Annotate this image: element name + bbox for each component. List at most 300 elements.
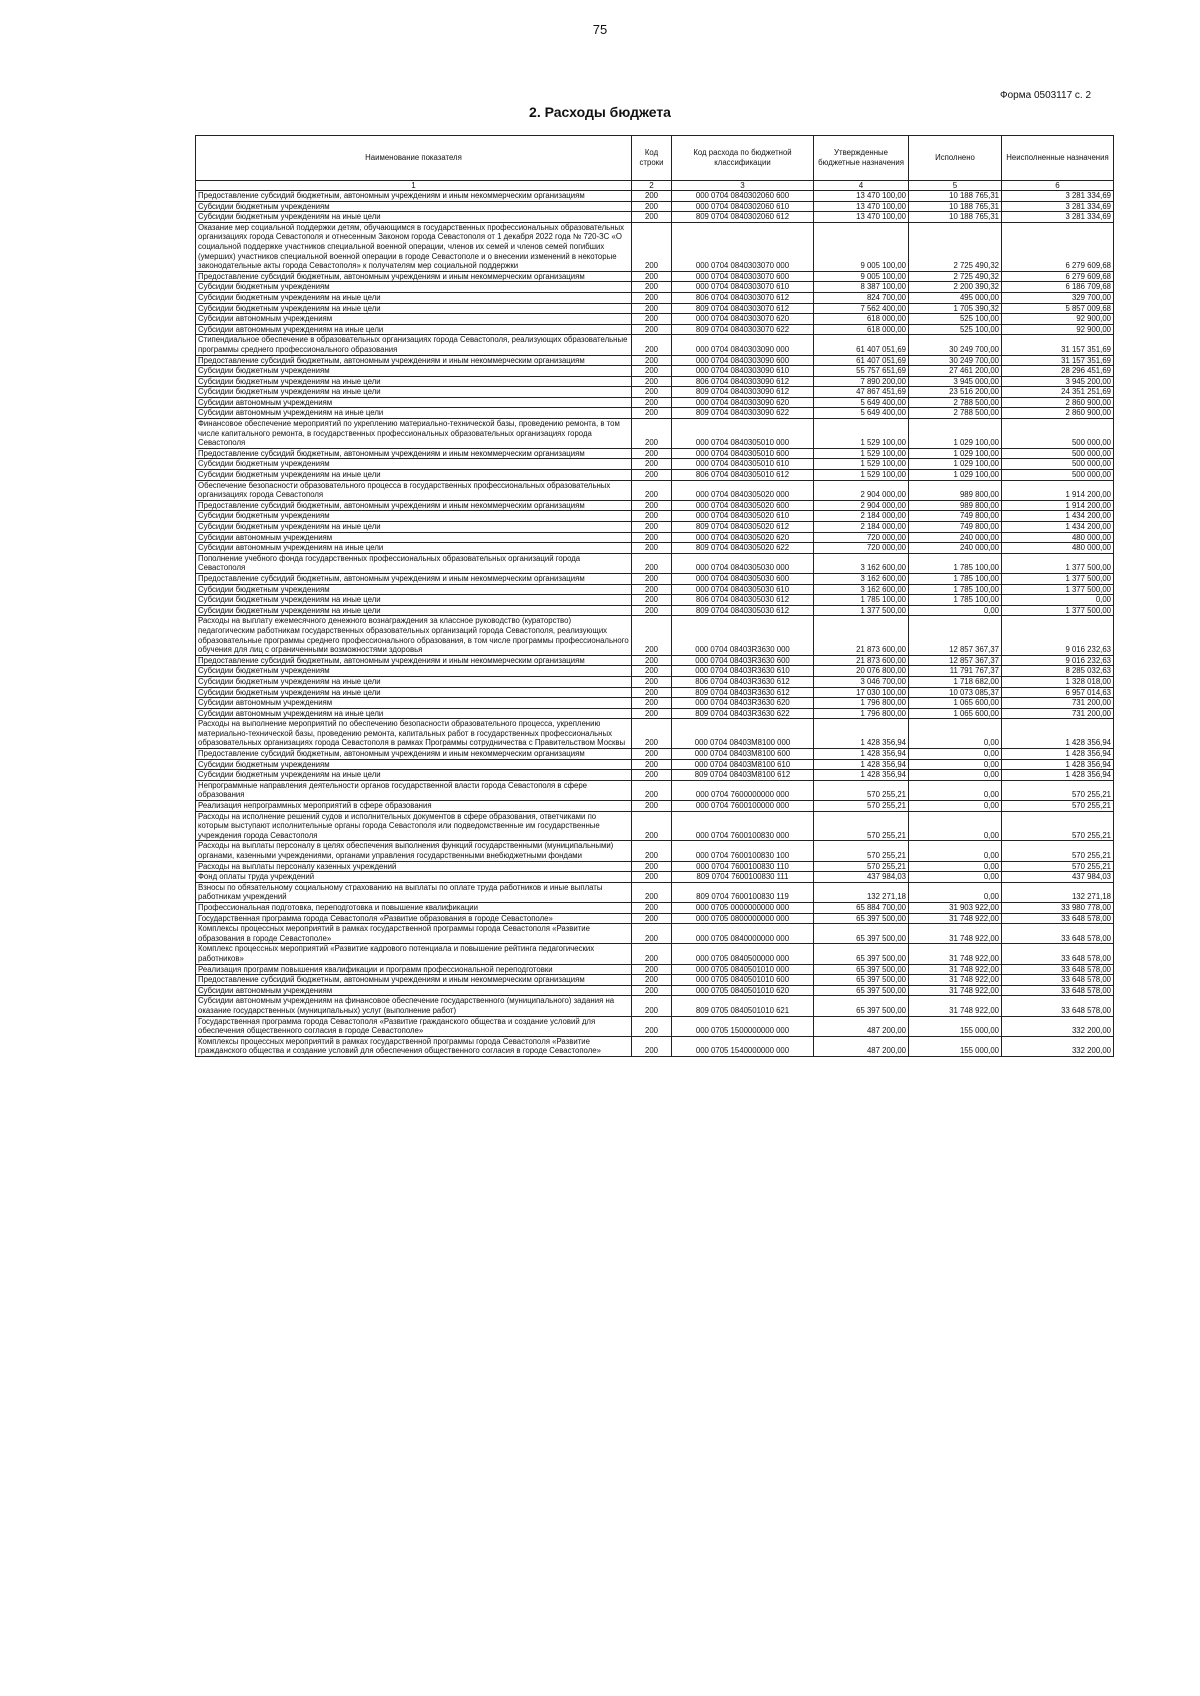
row-remaining: 28 296 451,69 — [1002, 366, 1114, 377]
row-remaining: 437 984,03 — [1002, 872, 1114, 883]
row-remaining: 1 377 500,00 — [1002, 573, 1114, 584]
row-line-code: 200 — [632, 303, 672, 314]
row-remaining: 570 255,21 — [1002, 861, 1114, 872]
row-executed: 31 748 922,00 — [909, 985, 1002, 996]
row-approved: 720 000,00 — [814, 543, 909, 554]
row-budget-code: 000 0705 0800000000 000 — [672, 913, 814, 924]
row-budget-code: 809 0705 0840501010 621 — [672, 996, 814, 1016]
row-name: Субсидии бюджетным учреждениям — [196, 282, 632, 293]
row-executed: 0,00 — [909, 759, 1002, 770]
row-name: Расходы на выплаты персоналу в целях обеспечения выполнения функций государственными (муниципальными) органами, казенными учреждениями, органами управления государственными внебюджетными фондами — [196, 841, 632, 861]
row-executed: 2 725 490,32 — [909, 271, 1002, 282]
table-row — [196, 222, 1114, 271]
table-row — [196, 902, 1114, 913]
row-budget-code: 000 0704 0840305020 600 — [672, 500, 814, 511]
row-name: Субсидии бюджетным учреждениям на иные цели — [196, 687, 632, 698]
table-row — [196, 543, 1114, 554]
row-executed: 155 000,00 — [909, 1036, 1002, 1056]
row-executed: 30 249 700,00 — [909, 355, 1002, 366]
row-budget-code: 000 0704 0840303070 000 — [672, 222, 814, 271]
row-remaining: 570 255,21 — [1002, 841, 1114, 861]
row-line-code: 200 — [632, 1036, 672, 1056]
row-approved: 570 255,21 — [814, 811, 909, 841]
row-executed: 1 785 100,00 — [909, 595, 1002, 606]
row-remaining: 500 000,00 — [1002, 459, 1114, 470]
row-budget-code: 000 0704 0840305020 610 — [672, 511, 814, 522]
row-name: Субсидии автономным учреждениям на иные цели — [196, 543, 632, 554]
row-name: Субсидии бюджетным учреждениям на иные цели — [196, 387, 632, 398]
row-remaining: 480 000,00 — [1002, 532, 1114, 543]
row-remaining: 31 157 351,69 — [1002, 335, 1114, 355]
header-budget-code: Код расхода по бюджетной классификации — [672, 136, 814, 181]
row-remaining: 1 428 356,94 — [1002, 719, 1114, 749]
row-remaining: 1 377 500,00 — [1002, 584, 1114, 595]
table-row — [196, 292, 1114, 303]
table-row — [196, 944, 1114, 964]
row-approved: 2 904 000,00 — [814, 500, 909, 511]
row-line-code: 200 — [632, 872, 672, 883]
row-approved: 2 184 000,00 — [814, 511, 909, 522]
page-number: 75 — [592, 22, 608, 37]
row-budget-code: 806 0704 0840305030 612 — [672, 595, 814, 606]
row-line-code: 200 — [632, 913, 672, 924]
row-remaining: 92 900,00 — [1002, 324, 1114, 335]
row-executed: 10 188 765,31 — [909, 201, 1002, 212]
row-executed: 1 065 600,00 — [909, 698, 1002, 709]
row-approved: 3 162 600,00 — [814, 584, 909, 595]
row-budget-code: 000 0704 0840303090 620 — [672, 397, 814, 408]
row-executed: 0,00 — [909, 749, 1002, 760]
row-line-code: 200 — [632, 801, 672, 812]
row-executed: 989 800,00 — [909, 500, 1002, 511]
row-budget-code: 000 0704 0840305010 600 — [672, 448, 814, 459]
expenses-table — [195, 135, 1114, 1057]
row-budget-code: 806 0704 0840305010 612 — [672, 470, 814, 481]
table-row — [196, 616, 1114, 655]
row-approved: 5 649 400,00 — [814, 397, 909, 408]
table-row — [196, 470, 1114, 481]
row-name: Государственная программа города Севастополя «Развитие гражданского общества и создание условий для обеспечения общественного согласия в городе Севастополе» — [196, 1016, 632, 1036]
row-budget-code: 000 0704 08403M8100 610 — [672, 759, 814, 770]
row-executed: 0,00 — [909, 719, 1002, 749]
table-row — [196, 698, 1114, 709]
row-budget-code: 000 0704 0840303070 610 — [672, 282, 814, 293]
row-remaining: 332 200,00 — [1002, 1036, 1114, 1056]
row-executed: 10 073 085,37 — [909, 687, 1002, 698]
row-budget-code: 000 0704 08403R3630 000 — [672, 616, 814, 655]
row-budget-code: 000 0704 7600100830 110 — [672, 861, 814, 872]
row-executed: 0,00 — [909, 882, 1002, 902]
table-row — [196, 770, 1114, 781]
row-name: Обеспечение безопасности образовательного процесса в государственных профессиональных образовательных организациях города Севастополя — [196, 480, 632, 500]
row-remaining: 480 000,00 — [1002, 543, 1114, 554]
row-approved: 132 271,18 — [814, 882, 909, 902]
row-remaining: 6 279 609,68 — [1002, 271, 1114, 282]
row-remaining: 1 914 200,00 — [1002, 480, 1114, 500]
row-name: Предоставление субсидий бюджетным, автономным учреждениям и иным некоммерческим организациям — [196, 500, 632, 511]
row-name: Предоставление субсидий бюджетным, автономным учреждениям и иным некоммерческим организациям — [196, 749, 632, 760]
row-name: Субсидии автономным учреждениям на иные цели — [196, 408, 632, 419]
row-name: Взносы по обязательному социальному страхованию на выплаты по оплате труда работников и иные выплаты работникам учреждений — [196, 882, 632, 902]
row-remaining: 570 255,21 — [1002, 780, 1114, 800]
row-remaining: 3 281 334,69 — [1002, 212, 1114, 223]
row-remaining: 1 328 018,00 — [1002, 676, 1114, 687]
table-row — [196, 212, 1114, 223]
row-line-code: 200 — [632, 387, 672, 398]
row-executed: 1 718 682,00 — [909, 676, 1002, 687]
row-remaining: 1 914 200,00 — [1002, 500, 1114, 511]
row-remaining: 6 186 709,68 — [1002, 282, 1114, 293]
row-budget-code: 809 0704 0840305030 612 — [672, 605, 814, 616]
header-number: 2 — [632, 181, 672, 191]
row-line-code: 200 — [632, 964, 672, 975]
row-name: Субсидии бюджетным учреждениям — [196, 201, 632, 212]
row-remaining: 33 648 578,00 — [1002, 985, 1114, 996]
row-line-code: 200 — [632, 985, 672, 996]
row-approved: 65 884 700,00 — [814, 902, 909, 913]
header-row — [196, 136, 1114, 181]
row-remaining: 2 860 900,00 — [1002, 397, 1114, 408]
row-approved: 1 428 356,94 — [814, 749, 909, 760]
row-approved: 65 397 500,00 — [814, 964, 909, 975]
row-name: Расходы на исполнение решений судов и исполнительных документов в сфере образования, ответчиками по которым выступают исполнительные органы города Севастополя или подведомственные им государственные учреждения города Севастополя — [196, 811, 632, 841]
header-number: 5 — [909, 181, 1002, 191]
row-budget-code: 000 0704 7600100830 000 — [672, 811, 814, 841]
row-name: Субсидии автономным учреждениям на иные цели — [196, 324, 632, 335]
row-line-code: 200 — [632, 500, 672, 511]
table-row — [196, 759, 1114, 770]
row-executed: 12 857 367,37 — [909, 655, 1002, 666]
row-budget-code: 000 0705 1540000000 000 — [672, 1036, 814, 1056]
row-name: Предоставление субсидий бюджетным, автономным учреждениям и иным некоммерческим организациям — [196, 655, 632, 666]
row-approved: 9 005 100,00 — [814, 222, 909, 271]
row-executed: 1 029 100,00 — [909, 419, 1002, 449]
row-approved: 17 030 100,00 — [814, 687, 909, 698]
row-approved: 570 255,21 — [814, 841, 909, 861]
row-line-code: 200 — [632, 448, 672, 459]
row-approved: 61 407 051,69 — [814, 355, 909, 366]
row-executed: 0,00 — [909, 861, 1002, 872]
row-name: Финансовое обеспечение мероприятий по укреплению материально-технической базы, проведению ремонта, в том числе капитального ремонта, в государственных профессиональных образовательных организациях города Севастополя — [196, 419, 632, 449]
row-executed: 240 000,00 — [909, 532, 1002, 543]
row-approved: 1 428 356,94 — [814, 759, 909, 770]
row-budget-code: 000 0705 0840501010 600 — [672, 975, 814, 986]
row-remaining: 731 200,00 — [1002, 708, 1114, 719]
row-line-code: 200 — [632, 292, 672, 303]
row-executed: 31 748 922,00 — [909, 964, 1002, 975]
header-name: Наименование показателя — [196, 136, 632, 181]
row-name: Субсидии автономным учреждениям — [196, 397, 632, 408]
row-name: Реализация непрограммных мероприятий в сфере образования — [196, 801, 632, 812]
row-executed: 0,00 — [909, 801, 1002, 812]
row-executed: 31 748 922,00 — [909, 944, 1002, 964]
row-approved: 1 377 500,00 — [814, 605, 909, 616]
row-budget-code: 806 0704 0840303070 612 — [672, 292, 814, 303]
row-line-code: 200 — [632, 719, 672, 749]
row-line-code: 200 — [632, 749, 672, 760]
row-name: Субсидии автономным учреждениям на иные цели — [196, 708, 632, 719]
table-row — [196, 201, 1114, 212]
row-name: Расходы на выплаты персоналу казенных учреждений — [196, 861, 632, 872]
row-approved: 618 000,00 — [814, 314, 909, 325]
header-line-code: Код строки — [632, 136, 672, 181]
table-row — [196, 584, 1114, 595]
row-line-code: 200 — [632, 882, 672, 902]
table-row — [196, 271, 1114, 282]
row-executed: 11 791 767,37 — [909, 666, 1002, 677]
row-line-code: 200 — [632, 397, 672, 408]
row-approved: 8 387 100,00 — [814, 282, 909, 293]
table-row — [196, 511, 1114, 522]
header-executed: Исполнено — [909, 136, 1002, 181]
row-name: Субсидии бюджетным учреждениям — [196, 459, 632, 470]
row-name: Субсидии бюджетным учреждениям на иные цели — [196, 595, 632, 606]
row-name: Непрограммные направления деятельности органов государственной власти города Севастополя в сфере образования — [196, 780, 632, 800]
row-budget-code: 809 0704 0840303070 612 — [672, 303, 814, 314]
row-budget-code: 809 0704 08403M8100 612 — [672, 770, 814, 781]
row-line-code: 200 — [632, 944, 672, 964]
row-name: Субсидии бюджетным учреждениям на иные цели — [196, 470, 632, 481]
row-approved: 1 529 100,00 — [814, 470, 909, 481]
row-executed: 240 000,00 — [909, 543, 1002, 554]
row-remaining: 33 648 578,00 — [1002, 944, 1114, 964]
row-budget-code: 000 0704 7600100830 100 — [672, 841, 814, 861]
row-budget-code: 809 0704 08403R3630 622 — [672, 708, 814, 719]
row-approved: 3 046 700,00 — [814, 676, 909, 687]
header-number: 4 — [814, 181, 909, 191]
row-line-code: 200 — [632, 759, 672, 770]
row-budget-code: 000 0704 0840305020 000 — [672, 480, 814, 500]
row-budget-code: 809 0704 0840305020 622 — [672, 543, 814, 554]
table-row — [196, 366, 1114, 377]
row-line-code: 200 — [632, 511, 672, 522]
row-executed: 31 748 922,00 — [909, 996, 1002, 1016]
table-row — [196, 314, 1114, 325]
row-remaining: 3 281 334,69 — [1002, 191, 1114, 202]
row-approved: 13 470 100,00 — [814, 191, 909, 202]
row-line-code: 200 — [632, 271, 672, 282]
row-name: Пополнение учебного фонда государственных профессиональных образовательных организаций города Севастополя — [196, 553, 632, 573]
row-line-code: 200 — [632, 924, 672, 944]
table-row — [196, 605, 1114, 616]
table-row — [196, 480, 1114, 500]
row-executed: 1 065 600,00 — [909, 708, 1002, 719]
row-name: Субсидии бюджетным учреждениям на иные цели — [196, 212, 632, 223]
row-remaining: 9 016 232,63 — [1002, 655, 1114, 666]
row-line-code: 200 — [632, 543, 672, 554]
row-executed: 23 516 200,00 — [909, 387, 1002, 398]
row-name: Субсидии бюджетным учреждениям на иные цели — [196, 376, 632, 387]
row-remaining: 1 428 356,94 — [1002, 770, 1114, 781]
table-row — [196, 532, 1114, 543]
row-executed: 10 188 765,31 — [909, 212, 1002, 223]
row-approved: 65 397 500,00 — [814, 985, 909, 996]
row-line-code: 200 — [632, 811, 672, 841]
row-budget-code: 806 0704 08403R3630 612 — [672, 676, 814, 687]
table-row — [196, 655, 1114, 666]
row-line-code: 200 — [632, 553, 672, 573]
row-line-code: 200 — [632, 522, 672, 533]
row-budget-code: 000 0705 1500000000 000 — [672, 1016, 814, 1036]
row-executed: 0,00 — [909, 811, 1002, 841]
row-remaining: 33 648 578,00 — [1002, 964, 1114, 975]
row-line-code: 200 — [632, 780, 672, 800]
row-budget-code: 809 0704 7600100830 119 — [672, 882, 814, 902]
row-approved: 3 162 600,00 — [814, 573, 909, 584]
row-name: Предоставление субсидий бюджетным, автономным учреждениям и иным некоммерческим организациям — [196, 355, 632, 366]
row-remaining: 6 279 609,68 — [1002, 222, 1114, 271]
row-remaining: 8 285 032,63 — [1002, 666, 1114, 677]
row-line-code: 200 — [632, 366, 672, 377]
table-row — [196, 553, 1114, 573]
row-budget-code: 000 0704 0840305030 000 — [672, 553, 814, 573]
row-line-code: 200 — [632, 655, 672, 666]
row-remaining: 31 157 351,69 — [1002, 355, 1114, 366]
row-name: Субсидии бюджетным учреждениям — [196, 666, 632, 677]
row-budget-code: 000 0705 0000000000 000 — [672, 902, 814, 913]
table-row — [196, 975, 1114, 986]
table-row — [196, 1036, 1114, 1056]
row-budget-code: 809 0704 0840303090 612 — [672, 387, 814, 398]
row-approved: 65 397 500,00 — [814, 944, 909, 964]
row-executed: 31 748 922,00 — [909, 924, 1002, 944]
table-row — [196, 841, 1114, 861]
row-executed: 31 748 922,00 — [909, 975, 1002, 986]
row-line-code: 200 — [632, 376, 672, 387]
row-approved: 1 796 800,00 — [814, 708, 909, 719]
row-executed: 2 725 490,32 — [909, 222, 1002, 271]
table-row — [196, 324, 1114, 335]
row-name: Субсидии автономным учреждениям — [196, 314, 632, 325]
row-line-code: 200 — [632, 708, 672, 719]
row-approved: 1 529 100,00 — [814, 459, 909, 470]
table-row — [196, 459, 1114, 470]
row-budget-code: 000 0704 0840303070 600 — [672, 271, 814, 282]
row-line-code: 200 — [632, 861, 672, 872]
row-executed: 749 800,00 — [909, 511, 1002, 522]
row-remaining: 9 016 232,63 — [1002, 616, 1114, 655]
row-budget-code: 000 0704 08403R3630 600 — [672, 655, 814, 666]
row-name: Расходы на выполнение мероприятий по обеспечению безопасности образовательного процесса, укреплению материально-технической базы, проведению ремонта, капитальных работ в государственных профессиональных образовательных организациях города Севастополя в рамках Программы сотрудничества с Правительством Москвы — [196, 719, 632, 749]
row-budget-code: 000 0704 0840305010 610 — [672, 459, 814, 470]
header-remaining: Неисполненные назначения — [1002, 136, 1114, 181]
row-name: Предоставление субсидий бюджетным, автономным учреждениям и иным некоммерческим организациям — [196, 271, 632, 282]
table-row — [196, 924, 1114, 944]
row-budget-code: 809 0704 0840305020 612 — [672, 522, 814, 533]
expenses-table-container — [195, 135, 1113, 1057]
row-remaining: 1 428 356,94 — [1002, 759, 1114, 770]
row-approved: 65 397 500,00 — [814, 924, 909, 944]
row-budget-code: 000 0705 0840500000 000 — [672, 944, 814, 964]
row-executed: 1 785 100,00 — [909, 573, 1002, 584]
row-budget-code: 806 0704 0840303090 612 — [672, 376, 814, 387]
row-executed: 525 100,00 — [909, 324, 1002, 335]
row-line-code: 200 — [632, 212, 672, 223]
row-budget-code: 000 0704 0840305030 610 — [672, 584, 814, 595]
row-line-code: 200 — [632, 282, 672, 293]
row-name: Субсидии автономным учреждениям — [196, 985, 632, 996]
row-remaining: 332 200,00 — [1002, 1016, 1114, 1036]
row-remaining: 33 648 578,00 — [1002, 913, 1114, 924]
section-title: 2. Расходы бюджета — [529, 104, 671, 120]
header-numbers-row — [196, 181, 1114, 191]
row-remaining: 1 434 200,00 — [1002, 522, 1114, 533]
header-number: 3 — [672, 181, 814, 191]
row-name: Фонд оплаты труда учреждений — [196, 872, 632, 883]
row-executed: 30 249 700,00 — [909, 335, 1002, 355]
row-budget-code: 000 0704 08403M8100 000 — [672, 719, 814, 749]
row-name: Субсидии бюджетным учреждениям — [196, 511, 632, 522]
row-line-code: 200 — [632, 605, 672, 616]
table-row — [196, 282, 1114, 293]
row-approved: 1 428 356,94 — [814, 719, 909, 749]
row-approved: 9 005 100,00 — [814, 271, 909, 282]
row-executed: 31 748 922,00 — [909, 913, 1002, 924]
row-name: Комплексы процессных мероприятий в рамках государственной программы города Севастополя «Развитие образования в городе Севастополе» — [196, 924, 632, 944]
row-name: Расходы на выплату ежемесячного денежного вознаграждения за классное руководство (кураторство) педагогическим работникам государственных образовательных организаций города Севастополя, реализующих образовательные программы среднего профессионального образования, в том числе программы профессионального обучения для лиц с ограниченными возможностями здоровья — [196, 616, 632, 655]
row-approved: 65 397 500,00 — [814, 996, 909, 1016]
table-row — [196, 687, 1114, 698]
row-executed: 12 857 367,37 — [909, 616, 1002, 655]
row-executed: 1 029 100,00 — [909, 470, 1002, 481]
row-line-code: 200 — [632, 996, 672, 1016]
header-number: 1 — [196, 181, 632, 191]
row-executed: 2 788 500,00 — [909, 397, 1002, 408]
row-approved: 487 200,00 — [814, 1036, 909, 1056]
row-name: Субсидии бюджетным учреждениям на иные цели — [196, 605, 632, 616]
table-row — [196, 522, 1114, 533]
row-remaining: 731 200,00 — [1002, 698, 1114, 709]
table-row — [196, 303, 1114, 314]
row-name: Предоставление субсидий бюджетным, автономным учреждениям и иным некоммерческим организациям — [196, 191, 632, 202]
table-row — [196, 749, 1114, 760]
row-budget-code: 000 0704 0840303090 600 — [672, 355, 814, 366]
row-name: Предоставление субсидий бюджетным, автономным учреждениям и иным некоммерческим организациям — [196, 448, 632, 459]
table-row — [196, 719, 1114, 749]
row-executed: 155 000,00 — [909, 1016, 1002, 1036]
row-name: Субсидии бюджетным учреждениям на иные цели — [196, 522, 632, 533]
row-name: Субсидии бюджетным учреждениям — [196, 366, 632, 377]
row-approved: 21 873 600,00 — [814, 655, 909, 666]
table-row — [196, 355, 1114, 366]
row-approved: 437 984,03 — [814, 872, 909, 883]
row-approved: 55 757 651,69 — [814, 366, 909, 377]
row-approved: 824 700,00 — [814, 292, 909, 303]
row-budget-code: 000 0704 0840303090 000 — [672, 335, 814, 355]
row-line-code: 200 — [632, 1016, 672, 1036]
row-remaining: 500 000,00 — [1002, 419, 1114, 449]
table-row — [196, 708, 1114, 719]
row-approved: 720 000,00 — [814, 532, 909, 543]
row-budget-code: 000 0704 08403R3630 610 — [672, 666, 814, 677]
row-approved: 65 397 500,00 — [814, 975, 909, 986]
row-budget-code: 809 0704 0840303070 622 — [672, 324, 814, 335]
row-name: Предоставление субсидий бюджетным, автономным учреждениям и иным некоммерческим организациям — [196, 975, 632, 986]
row-executed: 2 788 500,00 — [909, 408, 1002, 419]
row-name: Субсидии бюджетным учреждениям на иные цели — [196, 303, 632, 314]
row-approved: 1 796 800,00 — [814, 698, 909, 709]
row-line-code: 200 — [632, 584, 672, 595]
table-row — [196, 397, 1114, 408]
table-row — [196, 964, 1114, 975]
row-name: Комплекс процессных мероприятий «Развитие кадрового потенциала и повышение рейтинга педагогических работников» — [196, 944, 632, 964]
table-row — [196, 448, 1114, 459]
row-approved: 65 397 500,00 — [814, 913, 909, 924]
row-line-code: 200 — [632, 408, 672, 419]
row-approved: 47 867 451,69 — [814, 387, 909, 398]
row-budget-code: 000 0704 08403M8100 600 — [672, 749, 814, 760]
row-line-code: 200 — [632, 687, 672, 698]
